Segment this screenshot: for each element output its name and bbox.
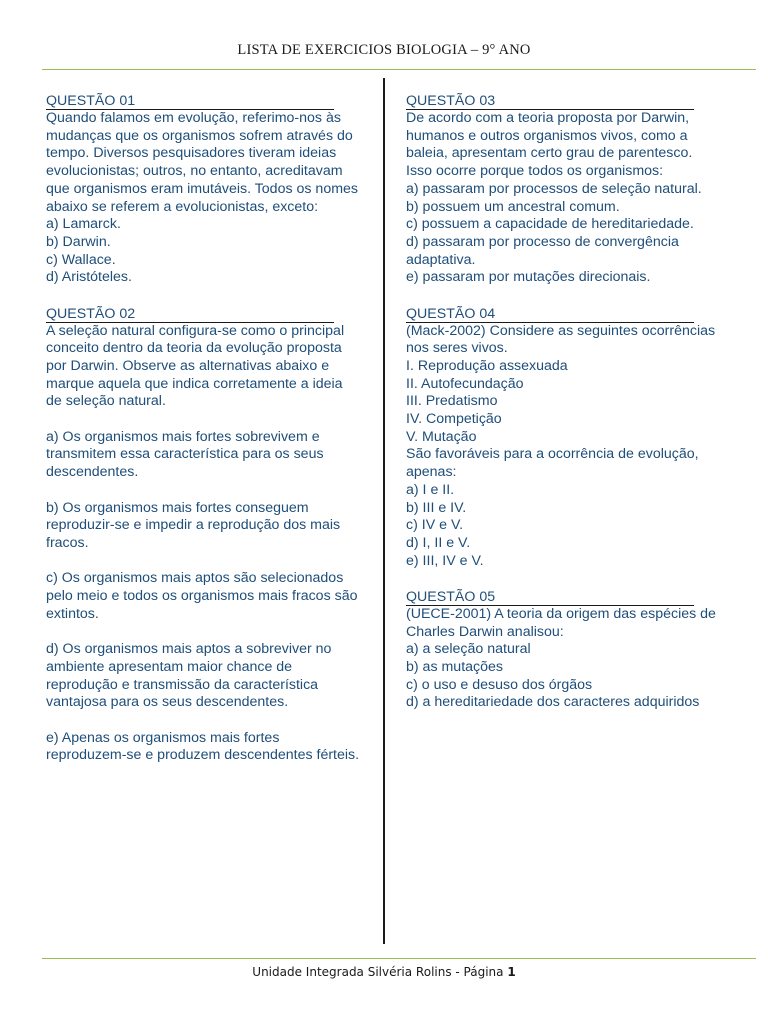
question-body bbox=[46, 110, 359, 287]
question-line: pelo meio e todos os organismos mais fracos são bbox=[46, 588, 358, 605]
question-line: a) a seleção natural bbox=[406, 641, 531, 658]
question-line: b) Os organismos mais fortes conseguem bbox=[46, 499, 309, 516]
question-03 bbox=[406, 92, 706, 287]
question-line: que organismos eram imutáveis. Todos os nomes bbox=[46, 180, 359, 197]
page-title: LISTA DE EXERCICIOS BIOLOGIA – 9° ANO bbox=[237, 42, 531, 58]
question-line: mudanças que os organismos sofrem através do bbox=[46, 127, 353, 144]
question-04 bbox=[406, 305, 716, 571]
question-line: d) Os organismos mais aptos a sobreviver no bbox=[46, 641, 332, 658]
question-line: c) possuem a capacidade de hereditariedade. bbox=[406, 216, 694, 233]
question-line: apenas: bbox=[406, 464, 457, 481]
blank-line bbox=[46, 482, 346, 500]
question-01 bbox=[46, 92, 359, 287]
left-column bbox=[46, 92, 360, 783]
question-line: marque aquela que indica corretamente a ideia bbox=[46, 375, 343, 392]
question-line: por Darwin. Observe as alternativas abaixo e bbox=[46, 357, 330, 374]
question-line: Charles Darwin analisou: bbox=[406, 623, 564, 640]
question-line: e) Apenas os organismos mais fortes bbox=[46, 729, 280, 746]
question-line: ambiente apresentam maior chance de bbox=[46, 658, 293, 675]
question-line: II. Autofecundação bbox=[406, 375, 524, 392]
question-line: reproduzir-se e impedir a reprodução dos mais bbox=[46, 517, 341, 534]
footer-rule bbox=[42, 958, 756, 959]
question-line: fracos. bbox=[46, 534, 89, 551]
question-line: b) Darwin. bbox=[46, 233, 111, 250]
question-line: c) Wallace. bbox=[46, 251, 116, 268]
question-line: b) III e IV. bbox=[406, 499, 467, 516]
question-line: (UECE-2001) A teoria da origem das espécies de bbox=[406, 605, 716, 622]
question-line: III. Predatismo bbox=[406, 393, 498, 410]
footer-text: Unidade Integrada Silvéria Rolins - Página bbox=[252, 965, 508, 979]
question-line: b) as mutações bbox=[406, 658, 503, 675]
question-line: de seleção natural. bbox=[46, 393, 166, 410]
question-title: QUESTÃO 02 bbox=[46, 305, 334, 323]
question-line: humanos e outros organismos vivos, como a bbox=[406, 127, 688, 144]
blank-line bbox=[46, 411, 346, 429]
blank-line bbox=[46, 712, 346, 730]
question-line: conceito dentro da teoria da evolução proposta bbox=[46, 340, 342, 357]
question-line: evolucionistas; outros, no entanto, acreditavam bbox=[46, 163, 343, 180]
question-line: Isso ocorre porque todos os organismos: bbox=[406, 163, 664, 180]
question-05 bbox=[406, 588, 716, 712]
question-line: a) passaram por processos de seleção natural. bbox=[406, 180, 702, 197]
header-rule bbox=[42, 69, 756, 70]
question-line: d) Aristóteles. bbox=[46, 269, 132, 286]
question-line: I. Reprodução assexuada bbox=[406, 357, 568, 374]
question-line: d) I, II e V. bbox=[406, 534, 471, 551]
question-line: transmitem essa característica para os seus bbox=[46, 446, 324, 463]
question-line: A seleção natural configura-se como o principal bbox=[46, 322, 345, 339]
question-line: adaptativa. bbox=[406, 251, 476, 268]
question-line: a) I e II. bbox=[406, 481, 455, 498]
blank-line bbox=[46, 553, 346, 571]
question-line: IV. Competição bbox=[406, 411, 502, 428]
question-title: QUESTÃO 03 bbox=[406, 92, 694, 110]
page-footer bbox=[0, 965, 768, 979]
question-title: QUESTÃO 05 bbox=[406, 588, 694, 606]
question-line: (Mack-2002) Considere as seguintes ocorrências bbox=[406, 322, 716, 339]
question-line: e) III, IV e V. bbox=[406, 552, 484, 569]
question-line: nos seres vivos. bbox=[406, 340, 508, 357]
question-body bbox=[46, 322, 360, 766]
question-line: extintos. bbox=[46, 605, 99, 622]
question-line: d) a hereditariedade dos caracteres adquiridos bbox=[406, 694, 700, 711]
right-column bbox=[406, 92, 716, 730]
question-line: a) Os organismos mais fortes sobrevivem e bbox=[46, 428, 320, 445]
question-line: a) Lamarck. bbox=[46, 216, 121, 233]
question-line: São favoráveis para a ocorrência de evolução, bbox=[406, 446, 699, 463]
question-line: b) possuem um ancestral comum. bbox=[406, 198, 620, 215]
question-body bbox=[406, 605, 716, 712]
question-title: QUESTÃO 01 bbox=[46, 92, 334, 110]
column-divider bbox=[383, 78, 385, 944]
question-line: baleia, apresentam certo grau de parentesco. bbox=[406, 145, 693, 162]
question-title: QUESTÃO 04 bbox=[406, 305, 694, 323]
question-line: reproduzem-se e produzem descendentes férteis. bbox=[46, 747, 360, 764]
question-line: De acordo com a teoria proposta por Darwin, bbox=[406, 110, 690, 126]
question-line: d) passaram por processo de convergência bbox=[406, 233, 679, 250]
question-line: vantajosa para os seus descendentes. bbox=[46, 694, 289, 711]
question-line: reprodução e transmissão da característica bbox=[46, 676, 319, 693]
question-line: e) passaram por mutações direcionais. bbox=[406, 269, 651, 286]
question-line: c) IV e V. bbox=[406, 517, 464, 534]
question-line: c) o uso e desuso dos órgãos bbox=[406, 676, 593, 693]
question-line: V. Mutação bbox=[406, 428, 477, 445]
question-line: abaixo se referem a evolucionistas, exceto: bbox=[46, 198, 319, 215]
question-line: tempo. Diversos pesquisadores tiveram ideias bbox=[46, 145, 337, 162]
question-body bbox=[406, 110, 706, 287]
question-body bbox=[406, 322, 716, 571]
question-line: c) Os organismos mais aptos são selecionados bbox=[46, 570, 344, 587]
blank-line bbox=[46, 623, 346, 641]
question-02 bbox=[46, 305, 360, 766]
page-number: 1 bbox=[507, 965, 516, 979]
question-line: Quando falamos em evolução, referimo-nos às bbox=[46, 110, 341, 126]
question-line: descendentes. bbox=[46, 464, 139, 481]
